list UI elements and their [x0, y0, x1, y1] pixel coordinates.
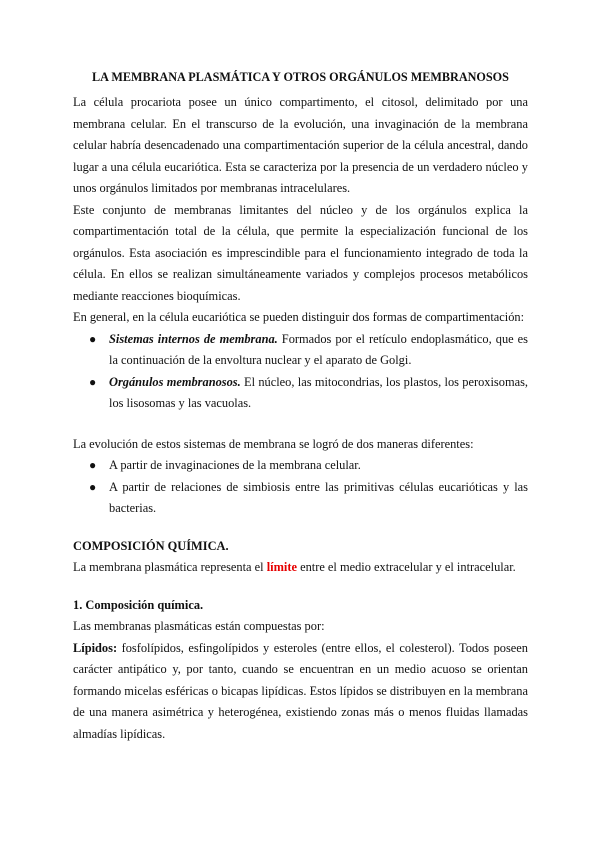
subsection-heading-composicion: 1. Composición química.	[73, 597, 204, 612]
evolution-ways-list	[73, 455, 528, 520]
spacer	[73, 520, 528, 536]
list-item	[73, 477, 528, 520]
bullet-icon: ●	[89, 479, 97, 494]
list-item	[73, 329, 528, 372]
list-item-text: Formados por el retículo endoplasmático, que es la continuación de la envoltura nuclear y el aparato de Golgi.	[109, 331, 529, 367]
paragraph-lipidos	[73, 638, 528, 746]
list-item	[73, 372, 528, 415]
text-span: entre el medio extracelular y el intracelular.	[296, 560, 516, 574]
paragraph-procariota: La célula procariota posee un único compartimento, el citosol, delimitado por una membrana celular. En el transcurso de la evolución, una invaginación de la membrana celular habría desencadenado una compartimentación superior de la célula ancestral, dando lugar a una célula eucariótica. Esta se caracteriza por la presencia de un verdadero núcleo y unos orgánulos limitados por membranas intracelulares.	[73, 95, 528, 195]
paragraph-evolucion: La evolución de estos sistemas de membrana se logró de dos maneras diferentes:	[73, 436, 474, 451]
highlighted-word: límite	[266, 560, 297, 574]
spacer	[73, 415, 528, 434]
bullet-icon: ●	[89, 331, 97, 346]
bullet-icon: ●	[89, 458, 97, 472]
spacer	[73, 579, 528, 595]
paragraph-conjunto-membranas: Este conjunto de membranas limitantes del núcleo y de los orgánulos explica la compartimentación total de la célula, que permite la especialización funcional de los orgánulos. Esta asociación es imprescindible para el funcionamiento integrado de toda la célula. En ellos se realizan simultáneamente variados y complejos procesos metabólicos mediante reacciones bioquímicas.	[73, 202, 528, 303]
section-heading-composicion: COMPOSICIÓN QUÍMICA.	[73, 538, 229, 553]
list-item	[73, 455, 528, 477]
list-item-term: Orgánulos membranosos.	[109, 374, 241, 389]
list-item-text: A partir de relaciones de simbiosis entre las primitivas células eucarióticas y las bacterias.	[109, 479, 528, 515]
text-span: La membrana plasmática representa el	[73, 560, 267, 574]
list-item-term: Sistemas internos de membrana.	[109, 331, 278, 346]
lipidos-term: Lípidos:	[73, 640, 118, 655]
list-item-text: El núcleo, las mitocondrias, los plastos, los peroxisomas, los lisosomas y las vacuolas.	[109, 374, 528, 410]
bullet-icon: ●	[89, 374, 97, 389]
compartment-forms-list	[73, 329, 528, 415]
paragraph-limite	[73, 557, 528, 579]
paragraph-formas-compartimentacion: En general, en la célula eucariótica se pueden distinguir dos formas de compartimentación:	[73, 310, 525, 324]
document-title: LA MEMBRANA PLASMÁTICA Y OTROS ORGÁNULOS MEMBRANOSOS	[92, 70, 509, 84]
paragraph-compuestas-por: Las membranas plasmáticas están compuestas por:	[73, 619, 325, 633]
list-item-text: A partir de invaginaciones de la membrana celular.	[109, 458, 361, 472]
lipidos-text: fosfolípidos, esfingolípidos y esteroles (entre ellos, el colesterol). Todos poseen carácter antipático y, por tanto, cuando se encuentran en un medio acuoso se orientan formando micelas esféricas o bicapas lipídicas. Estos lípidos se distribuyen en la membrana de una manera asimétrica y heterogénea, existiendo zonas más o menos fluidas llamadas almadías lipídicas.	[73, 640, 528, 741]
